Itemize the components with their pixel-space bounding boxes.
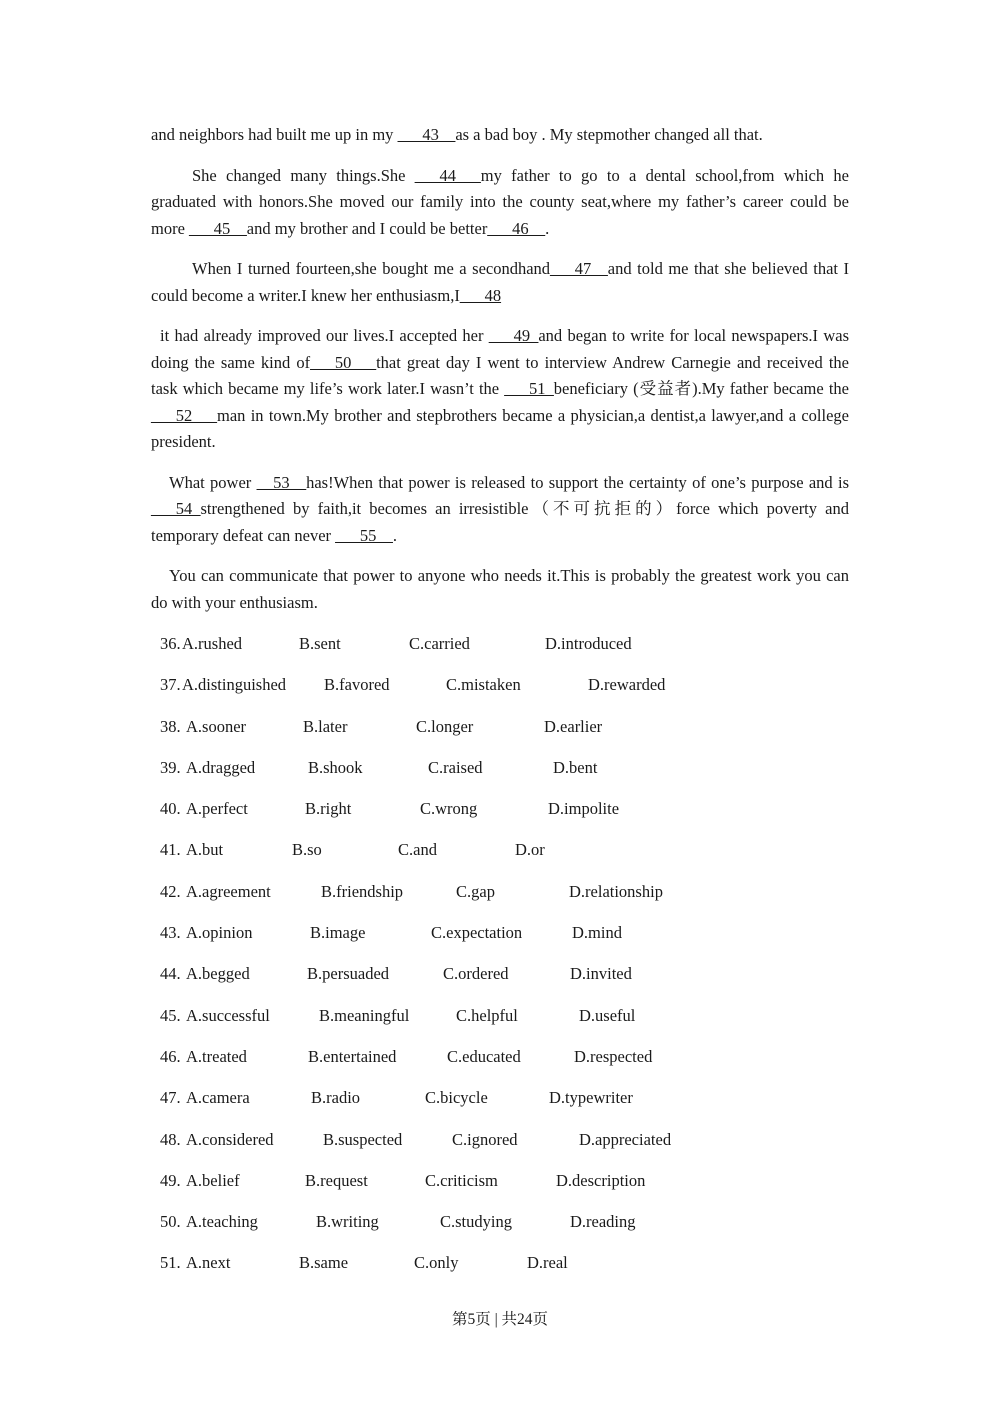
option-d: D.bent (553, 757, 598, 777)
option-a: A.camera (186, 1088, 250, 1108)
option-a: A.perfect (186, 799, 248, 819)
option-a: A.but (186, 840, 224, 860)
exam-page: and neighbors had built me up in my ___43__as a bad boy . My stepmother changed all that. She changed many things.She ___44___my father to go to a dental school,from which he graduated with honors.She moved our family into the county seat,where my father’s career could be more ___45__and my brother and I could be better___46__. When I turned fourteen,she bought me a secondhand___47__and told me that she believed that I could become a writer.I knew her enthusiasm,I___48 it had already improved our lives.I accepted her ___49_and began to write for local newspapers.I was doing the same kind of___50___that great day I went to interview Andrew Carnegie and received the task which became my life’s work later.I wasn’t the ___51_beneficiary (受益者).My father became the ___52___man in town.My brother and stepbrothers became a physician,a dentist,a lawyer,and a college president. What power __53__has!When that power is released to support the certainty of one’s purpose and is ___54_strengthened by faith,it becomes an irresistible（不可抗拒的）force which poverty and temporary defeat can never ___55__. You can communicate that power to anyone who needs it.This is probably the greatest work you can do with your enthusiasm. 36. A.rushed B.sent C.carried D.introduced 37. A.distinguished B.favored C.mistaken D.rewarded 38. A.sooner B.later C.longer D.earlier 39. A.dragged B.shook C.raised D.bent 40. A.perfect B.right C.wrong D.impolite 41. A.but B.so C.and D.or 42. A.agreement B.friendship C.gap D.relationship 43. A.opinion B.image C.expectation D.mind 44. A.begged B.persuaded C.ordered D.invited 45. A.successful B.meaningful C.helpful D.useful 46. A.treated B.entertained C.educated D.respected 47. A.camera B.radio C.bicycle D.typewriter 48. A.considered B.suspected C.ignored D.appreciated 49. A.belief B.request C.criticism D.description 50. A.teaching B.writing C.studying D.reading 51. A.next B.same C.only D.real 第5页 | 共24页 (0, 0, 1000, 1414)
option-a: A.considered (186, 1129, 274, 1149)
option-b: B.image (310, 923, 366, 943)
blank-43: ___43__ (397, 125, 456, 144)
option-c: C.and (398, 840, 437, 860)
option-c: C.gap (456, 881, 495, 901)
option-b: B.request (305, 1170, 368, 1190)
option-d: D.description (556, 1170, 646, 1190)
page-number-footer: 第5页 | 共24页 (451, 1311, 549, 1328)
option-d: D.respected (574, 1046, 653, 1066)
option-b: B.friendship (321, 881, 404, 901)
option-b: B.so (292, 840, 322, 860)
option-c: C.expectation (431, 923, 523, 943)
option-c: C.bicycle (425, 1088, 488, 1108)
paragraph-5: What power __53__has!When that power is released to support the certainty of one’s purpose and is ___54_strengthened by faith,it becomes an irresistible（不可抗拒的）force which poverty and temporary defeat can never ___55__. (151, 472, 850, 545)
option-b: B.writing (316, 1212, 379, 1232)
option-a: A.distinguished (182, 675, 287, 695)
option-c: C.studying (440, 1212, 512, 1232)
option-b: B.favored (324, 675, 390, 695)
option-d: D.earlier (544, 716, 603, 736)
blank-53: __53__ (256, 472, 307, 492)
blank-54: ___54_ (151, 499, 201, 518)
paragraph-3: When I turned fourteen,she bought me a secondhand___47__and told me that she believed that I could become a writer.I knew her enthusiasm,I___48 (151, 259, 850, 305)
option-d: D.introduced (545, 634, 632, 653)
option-c: C.carried (409, 634, 470, 653)
option-d: D.real (527, 1253, 568, 1273)
option-d: D.invited (570, 964, 632, 984)
option-b: B.persuaded (307, 964, 390, 984)
option-c: C.ignored (452, 1129, 518, 1149)
option-a: A.next (186, 1253, 231, 1273)
paragraph-2: She changed many things.She ___44___my father to go to a dental school,from which he graduated with honors.She moved our family into the county seat,where my father’s career could be more ___45__and my brother and I could be better___46__. (151, 165, 849, 238)
option-c: C.ordered (443, 964, 509, 984)
blank-50: ___50___ (310, 352, 377, 372)
option-d: D.impolite (548, 799, 620, 819)
option-a: A.belief (186, 1170, 240, 1190)
option-c: C.longer (416, 716, 474, 736)
option-a: A.rushed (182, 634, 243, 653)
option-c: C.mistaken (446, 675, 521, 695)
option-b: B.sent (299, 634, 341, 653)
blank-49: ___49_ (488, 326, 539, 345)
option-d: D.useful (579, 1005, 636, 1025)
option-b: B.suspected (323, 1129, 403, 1149)
option-a: A.treated (186, 1046, 247, 1066)
option-a: A.successful (186, 1005, 270, 1025)
option-d: D.typewriter (549, 1088, 633, 1108)
blank-44: ___44___ (414, 165, 481, 185)
option-b: B.meaningful (319, 1005, 410, 1025)
option-d: D.mind (572, 923, 622, 943)
option-a: A.sooner (186, 716, 247, 736)
option-d: D.rewarded (588, 675, 666, 695)
option-a: A.dragged (186, 757, 256, 777)
paragraph-1: and neighbors had built me up in my ___43__as a bad boy . My stepmother changed all that. (151, 125, 763, 144)
blank-48: ___48 (459, 285, 502, 305)
paragraph-4: it had already improved our lives.I accepted her ___49_and began to write for local newspapers.I was doing the same kind of___50___that great day I went to interview Andrew Carnegie and received the task which became my life’s work later.I wasn’t the ___51_beneficiary (受益者).My father became the ___52___man in town.My brother and stepbrothers became a physician,a dentist,a lawyer,and a college president. (151, 326, 850, 451)
option-a: A.begged (186, 964, 250, 984)
option-b: B.right (305, 799, 352, 819)
option-b: B.later (303, 716, 348, 736)
option-d: D.or (515, 840, 545, 860)
option-d: D.reading (570, 1212, 636, 1232)
option-c: C.helpful (456, 1005, 518, 1025)
blank-52: ___52___ (151, 405, 217, 425)
option-c: C.educated (447, 1046, 521, 1066)
option-b: B.shook (308, 757, 363, 777)
blank-55: ___55__ (335, 525, 393, 545)
option-c: C.wrong (420, 799, 478, 819)
blank-45: ___45__ (189, 218, 247, 238)
blank-46: ___46__ (487, 218, 546, 238)
option-a: A.agreement (186, 881, 271, 901)
option-a: A.opinion (186, 923, 253, 943)
cloze-passage (151, 122, 849, 616)
paragraph-6: You can communicate that power to anyone who needs it.This is probably the greatest work you can do with your enthusiasm. (151, 566, 849, 612)
option-c: C.criticism (425, 1170, 498, 1190)
option-a: A.teaching (186, 1212, 258, 1232)
option-b: B.same (299, 1253, 349, 1273)
blank-47: ___47__ (550, 259, 608, 278)
option-b: B.radio (311, 1088, 361, 1108)
option-c: C.raised (428, 757, 483, 777)
option-c: C.only (414, 1253, 459, 1273)
blank-51: ___51_ (504, 379, 554, 398)
option-d: D.appreciated (579, 1129, 672, 1149)
option-b: B.entertained (308, 1046, 397, 1066)
option-d: D.relationship (569, 881, 663, 901)
